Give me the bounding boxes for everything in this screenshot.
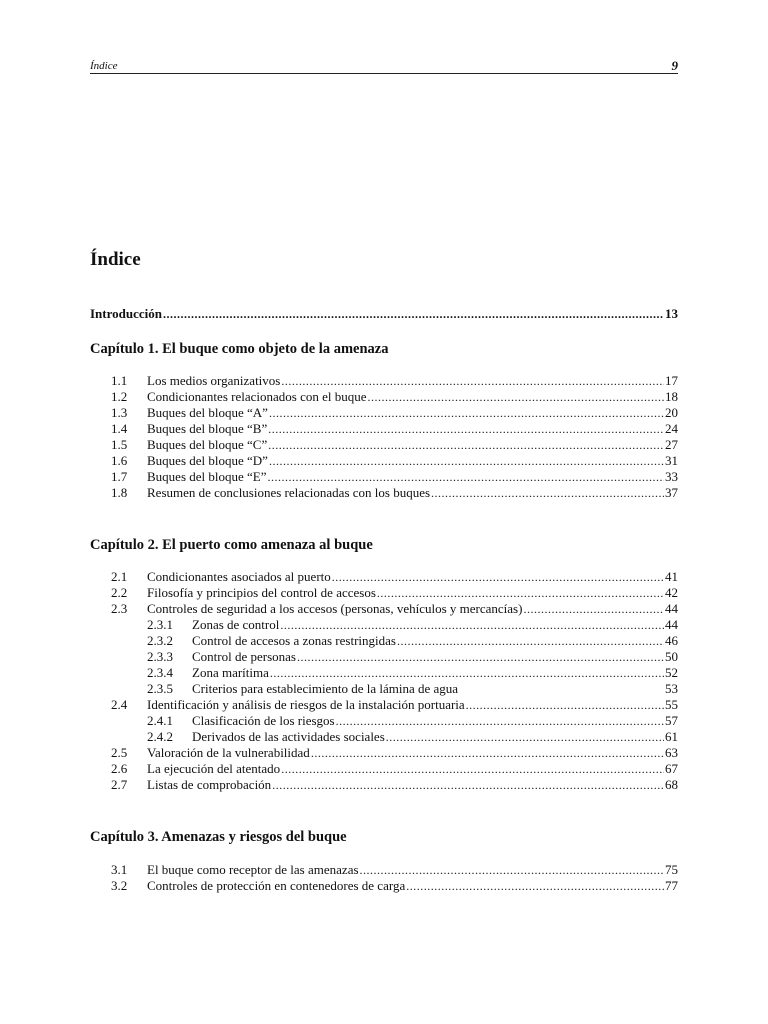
toc-entry: [111, 437, 678, 453]
dot-leader: [163, 306, 664, 322]
toc-entry-number: 1.2: [111, 389, 128, 404]
dot-leader: [466, 697, 664, 713]
toc-entry-page: 53: [665, 681, 678, 696]
toc-entry-number: 2.3.1: [147, 617, 173, 632]
toc-entry-number: 2.4: [111, 697, 128, 712]
toc-entry-title: Criterios para establecimiento de la lámina de agua: [192, 681, 459, 696]
dot-leader: [281, 761, 664, 777]
toc-entry-page: 50: [665, 649, 678, 664]
toc-entry: [111, 745, 678, 761]
toc-entry: [111, 777, 678, 793]
toc-entry: [111, 761, 678, 777]
toc-entry: [111, 469, 678, 485]
dot-leader: [332, 569, 664, 585]
toc-entry-number: 2.3: [111, 601, 128, 616]
toc-entry-number: 3.2: [111, 878, 128, 893]
toc-entry-title: La ejecución del atentado: [147, 761, 281, 776]
chapter-2-heading: Capítulo 2. El puerto como amenaza al buque: [90, 537, 373, 553]
toc-entry-page: 33: [665, 469, 678, 484]
dot-leader: [311, 745, 664, 761]
toc-entry-page: 61: [665, 729, 678, 744]
toc-entry-page: 68: [665, 777, 678, 792]
dot-leader: [270, 665, 664, 681]
toc-entry-number: 1.5: [111, 437, 128, 452]
dot-leader: [268, 421, 664, 437]
toc-subentry: [147, 617, 678, 633]
toc-entry-number: 1.1: [111, 373, 128, 388]
toc-entry-number: 2.7: [111, 777, 128, 792]
dot-leader: [269, 453, 664, 469]
toc-subentry: [147, 633, 678, 649]
dot-leader: [368, 389, 665, 405]
toc-entry-title: Los medios organizativos: [147, 373, 281, 388]
chapter-1-heading: Capítulo 1. El buque como objeto de la amenaza: [90, 341, 389, 357]
toc-entry-number: 2.3.2: [147, 633, 173, 648]
toc-entry-number: 2.3.3: [147, 649, 173, 664]
toc-entry-page: 13: [665, 306, 678, 321]
toc-entry-title: Zonas de control: [192, 617, 280, 632]
dot-leader: [281, 373, 664, 389]
toc-entry-page: 37: [665, 485, 678, 500]
toc-entry-page: 31: [665, 453, 678, 468]
dot-leader: [268, 437, 664, 453]
toc-entry-number: 1.4: [111, 421, 128, 436]
toc-entry-number: 2.5: [111, 745, 128, 760]
dot-leader: [297, 649, 664, 665]
toc-entry-page: 77: [665, 878, 678, 893]
dot-leader: [431, 485, 664, 501]
dot-leader: [386, 729, 664, 745]
toc-entry-title: Controles de protección en contenedores de carga: [147, 878, 406, 893]
dot-leader: [272, 777, 664, 793]
toc-entry-page: 44: [665, 617, 678, 632]
toc-entry: [111, 862, 678, 878]
toc-entry-number: 2.6: [111, 761, 128, 776]
toc-entry-number: 2.3.5: [147, 681, 173, 696]
toc-entry-title: Filosofía y principios del control de accesos: [147, 585, 376, 600]
dot-leader: [280, 617, 664, 633]
toc-entry-title: Introducción: [90, 306, 162, 321]
toc-entry: [111, 569, 678, 585]
toc-entry-title: Listas de comprobación: [147, 777, 272, 792]
toc-entry-title: Controles de seguridad a los accesos (personas, vehículos y mercancías): [147, 601, 523, 616]
dot-leader: [269, 405, 664, 421]
toc-entry: [111, 405, 678, 421]
toc-entry: [111, 373, 678, 389]
toc-entry-number: 2.3.4: [147, 665, 173, 680]
chapter-3-heading: Capítulo 3. Amenazas y riesgos del buque: [90, 829, 347, 845]
toc-subentry: [147, 665, 678, 681]
toc-entry-page: 52: [665, 665, 678, 680]
running-header-title: Índice: [90, 60, 118, 72]
toc-entry-page: 41: [665, 569, 678, 584]
page-title: Índice: [90, 249, 141, 270]
toc-entry-page: 44: [665, 601, 678, 616]
toc-entry-title: Buques del bloque “C”: [147, 437, 268, 452]
toc-entry-title: Buques del bloque “E”: [147, 469, 267, 484]
dot-leader: [377, 585, 664, 601]
toc-entry-number: 2.1: [111, 569, 128, 584]
dot-leader: [268, 469, 665, 485]
toc-entry: [111, 585, 678, 601]
toc-entry-title: Condicionantes relacionados con el buque: [147, 389, 367, 404]
toc-subentry: [147, 681, 678, 697]
toc-entry: [111, 421, 678, 437]
toc-entry-title: Derivados de las actividades sociales: [192, 729, 385, 744]
toc-entry-title: Buques del bloque “A”: [147, 405, 268, 420]
toc-entry-number: 1.3: [111, 405, 128, 420]
dot-leader: [336, 713, 664, 729]
toc-entry-page: 57: [665, 713, 678, 728]
toc-entry-number: 2.4.1: [147, 713, 173, 728]
toc-entry-page: 75: [665, 862, 678, 877]
toc-entry-page: 55: [665, 697, 678, 712]
toc-entry: [111, 453, 678, 469]
toc-entry: [111, 601, 678, 617]
toc-entry-title: Identificación y análisis de riesgos de la instalación portuaria: [147, 697, 465, 712]
toc-entry-title: Zona marítima: [192, 665, 269, 680]
toc-entry-title: Control de personas: [192, 649, 296, 664]
toc-entry-page: 67: [665, 761, 678, 776]
toc-entry-number: 2.4.2: [147, 729, 173, 744]
toc-entry-title: Valoración de la vulnerabilidad: [147, 745, 310, 760]
toc-entry-number: 2.2: [111, 585, 128, 600]
toc-entry-page: 46: [665, 633, 678, 648]
running-header: [90, 59, 678, 74]
toc-entry-title: Condicionantes asociados al puerto: [147, 569, 331, 584]
toc-entry-number: 1.7: [111, 469, 128, 484]
toc-entry-page: 42: [665, 585, 678, 600]
toc-entry-page: 20: [665, 405, 678, 420]
toc-entry: [111, 878, 678, 894]
toc-entry-page: 24: [665, 421, 678, 436]
toc-entry: [111, 485, 678, 501]
toc-entry-page: 63: [665, 745, 678, 760]
toc-subentry: [147, 649, 678, 665]
toc-entry: [111, 389, 678, 405]
toc-entry-title: Clasificación de los riesgos: [192, 713, 335, 728]
toc-entry-page: 18: [665, 389, 678, 404]
dot-leader: [406, 878, 664, 894]
toc-entry-introduction: [90, 306, 678, 322]
toc-entry-page: 27: [665, 437, 678, 452]
toc-subentry: [147, 713, 678, 729]
dot-leader: [397, 633, 664, 649]
running-header-page-number: 9: [671, 58, 678, 73]
toc-entry-title: Resumen de conclusiones relacionadas con los buques: [147, 485, 431, 500]
toc-entry-title: Buques del bloque “B”: [147, 421, 268, 436]
toc-entry-number: 1.6: [111, 453, 128, 468]
toc-entry-title: El buque como receptor de las amenazas: [147, 862, 359, 877]
toc-entry-page: 17: [665, 373, 678, 388]
toc-entry-title: Control de accesos a zonas restringidas: [192, 633, 396, 648]
dot-leader: [523, 601, 664, 617]
toc-entry-title: Buques del bloque “D”: [147, 453, 268, 468]
dot-leader: [360, 862, 664, 878]
toc-entry-number: 3.1: [111, 862, 128, 877]
toc-subentry: [147, 729, 678, 745]
toc-entry-number: 1.8: [111, 485, 128, 500]
toc-entry: [111, 697, 678, 713]
